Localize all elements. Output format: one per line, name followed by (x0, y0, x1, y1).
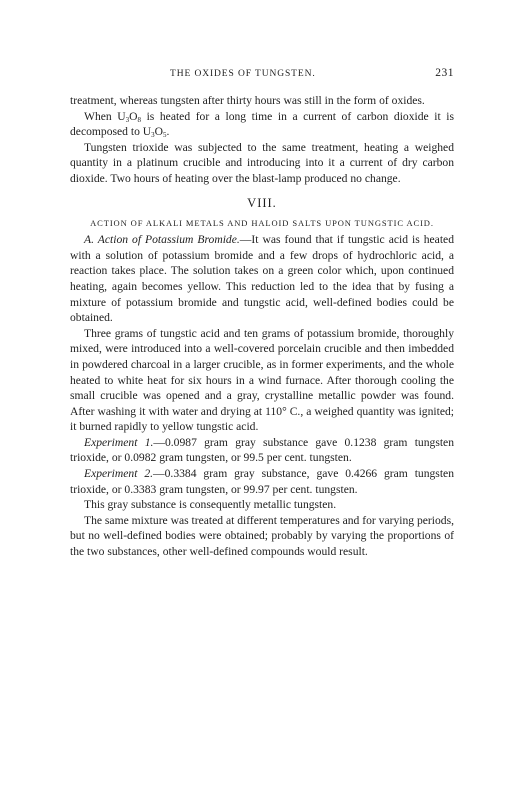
section-title: ACTION OF ALKALI METALS AND HALOID SALTS UPON TUNGSTIC ACID. (90, 218, 434, 229)
subsection-text: —It was found that if tungstic acid is heated with a solution of potassium bromide and a few drops of hydrochloric acid, a reaction takes place. The solution takes on a green color which, upon continued heating, again becomes yellow. This reduction led to the idea that by fusing a mixture of potassium bromide and tungstic acid, well-defined bodies could be obtained. (70, 233, 454, 325)
p2-subscript-1: 3 (125, 115, 130, 124)
paragraph-procedure: Three grams of tungstic acid and ten grams of potassium bromide, thoroughly mixed, were introduced into a well-covered porcelain crucible and then imbedded in powdered charcoal in a larger crucible, as in former experiments, and the whole heated to white heat for six hours in a wind furnace. After thorough cooling the small crucible was opened and a gray, crystalline metallic powder was found. After washing it with water and drying at 110° C., a weighed quantity was ignited; it burned rapidly to yellow tungstic acid. (70, 326, 454, 434)
p2-subscript-4: 5 (163, 131, 167, 140)
p2-text-4: O (154, 125, 164, 139)
section-number: VIII. (247, 195, 277, 210)
p2-subscript-2: 8 (137, 115, 141, 124)
paragraph-same-mixture: The same mixture was treated at different temperatures and for varying periods, but no well-defined bodies were obtained; probably by varying the proportions of the two substances, other well-defined compounds would result. (70, 513, 454, 559)
experiment-2-text: —0.3384 gram gray substance, gave 0.4266 gram tungsten trioxide, or 0.3383 gram tungsten, or 99.97 per cent. tungsten. (70, 467, 454, 496)
experiment-1-label: Experiment 1. (84, 435, 154, 449)
paragraph-potassium-bromide (70, 232, 454, 326)
experiment-2-label: Experiment 2. (84, 467, 154, 481)
p2-text-3: is heated for a long time in a current of carbon dioxide it is decomposed to U (70, 109, 454, 139)
p2-text-5: . (166, 125, 170, 139)
book-page (70, 66, 454, 560)
body-text (70, 93, 454, 560)
paragraph-experiment-2 (70, 466, 454, 497)
running-head (70, 66, 454, 84)
paragraph-experiment-1 (70, 435, 454, 466)
paragraph-uranium-oxide (70, 109, 454, 140)
paragraph-tungsten-trioxide: Tungsten trioxide was subjected to the same treatment, heating a weighed quantity in a platinum crucible and introducing into it a current of dry carbon dioxide. Two hours of heating over the blast-lamp produced no change. (70, 140, 454, 185)
p2-text-1: When U (84, 109, 126, 123)
p2-text-2: O (129, 109, 138, 123)
paragraph-continuation: treatment, whereas tungsten after thirty hours was still in the form of oxides. (70, 94, 425, 107)
p2-subscript-3: 3 (151, 131, 155, 140)
page-number: 231 (435, 67, 454, 79)
subsection-heading: A. Action of Potassium Bromide. (84, 233, 240, 247)
running-title: THE OXIDES OF TUNGSTEN. (170, 69, 316, 79)
experiment-1-text: —0.0987 gram gray substance gave 0.1238 gram tungsten trioxide, or 0.0982 gram tungsten, or 99.5 per cent. tungsten. (70, 435, 454, 465)
paragraph-conclusion: This gray substance is consequently metallic tungsten. (84, 498, 337, 512)
